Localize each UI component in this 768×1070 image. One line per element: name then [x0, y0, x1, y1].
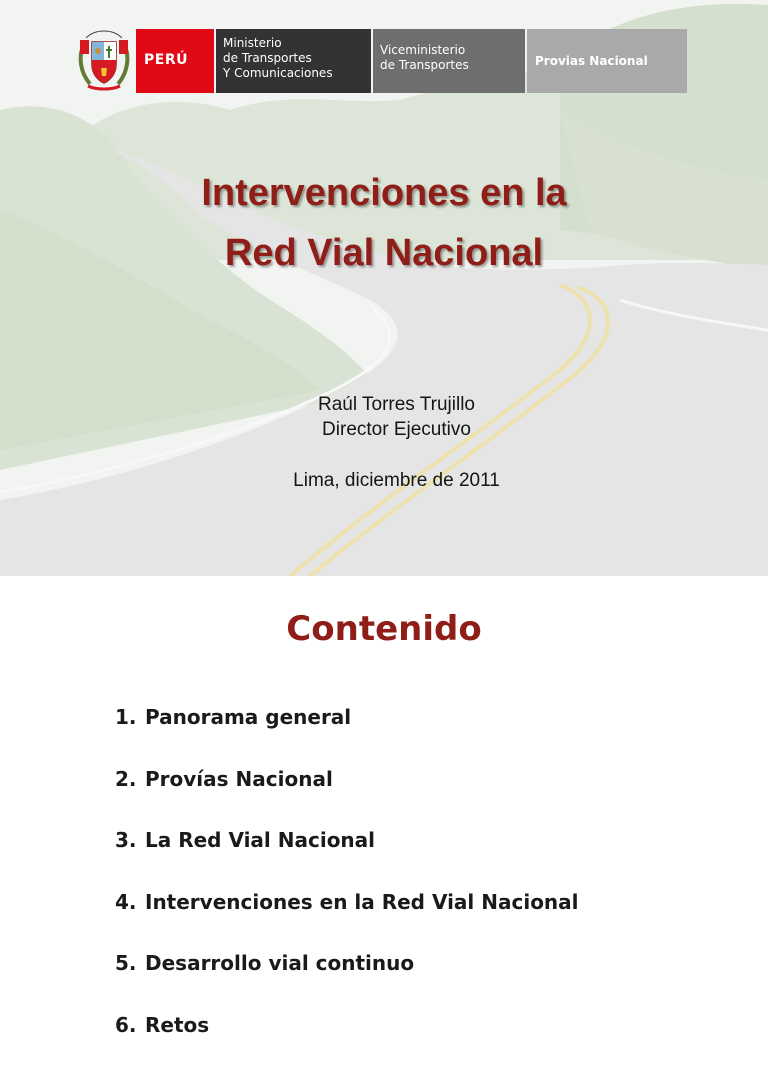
ministry-line-2: de Transportes [223, 51, 371, 66]
author-role: Director Ejecutivo [0, 417, 768, 442]
viceministry-line-1: Viceministerio [380, 43, 525, 58]
ministry-label [216, 29, 371, 93]
list-item: 4. Intervenciones en la Red Vial Nacional [115, 886, 579, 948]
ministry-line-3: Y Comunicaciones [223, 66, 371, 81]
list-item: 6. Retos [115, 1009, 579, 1070]
list-item: 3. La Red Vial Nacional [115, 824, 579, 886]
author-name: Raúl Torres Trujillo [0, 392, 768, 417]
list-item: 5. Desarrollo vial continuo [115, 947, 579, 1009]
agency-label: Provias Nacional [527, 29, 687, 93]
contents-list [115, 701, 579, 1070]
contents-slide [0, 576, 768, 1024]
place-date: Lima, diciembre de 2011 [0, 468, 768, 493]
cover-title-line-1: Intervenciones en la [0, 165, 768, 221]
peru-label: PERÚ [136, 29, 214, 93]
list-item: 1. Panorama general [115, 701, 579, 763]
viceministry-line-2: de Transportes [380, 58, 525, 73]
contents-title: Contenido [0, 606, 768, 652]
viceministry-label [373, 29, 525, 93]
cover-title-line-2: Red Vial Nacional [0, 225, 768, 281]
peru-coat-of-arms-icon [74, 28, 134, 94]
ministry-line-1: Ministerio [223, 36, 371, 51]
list-item: 2. Provías Nacional [115, 763, 579, 825]
